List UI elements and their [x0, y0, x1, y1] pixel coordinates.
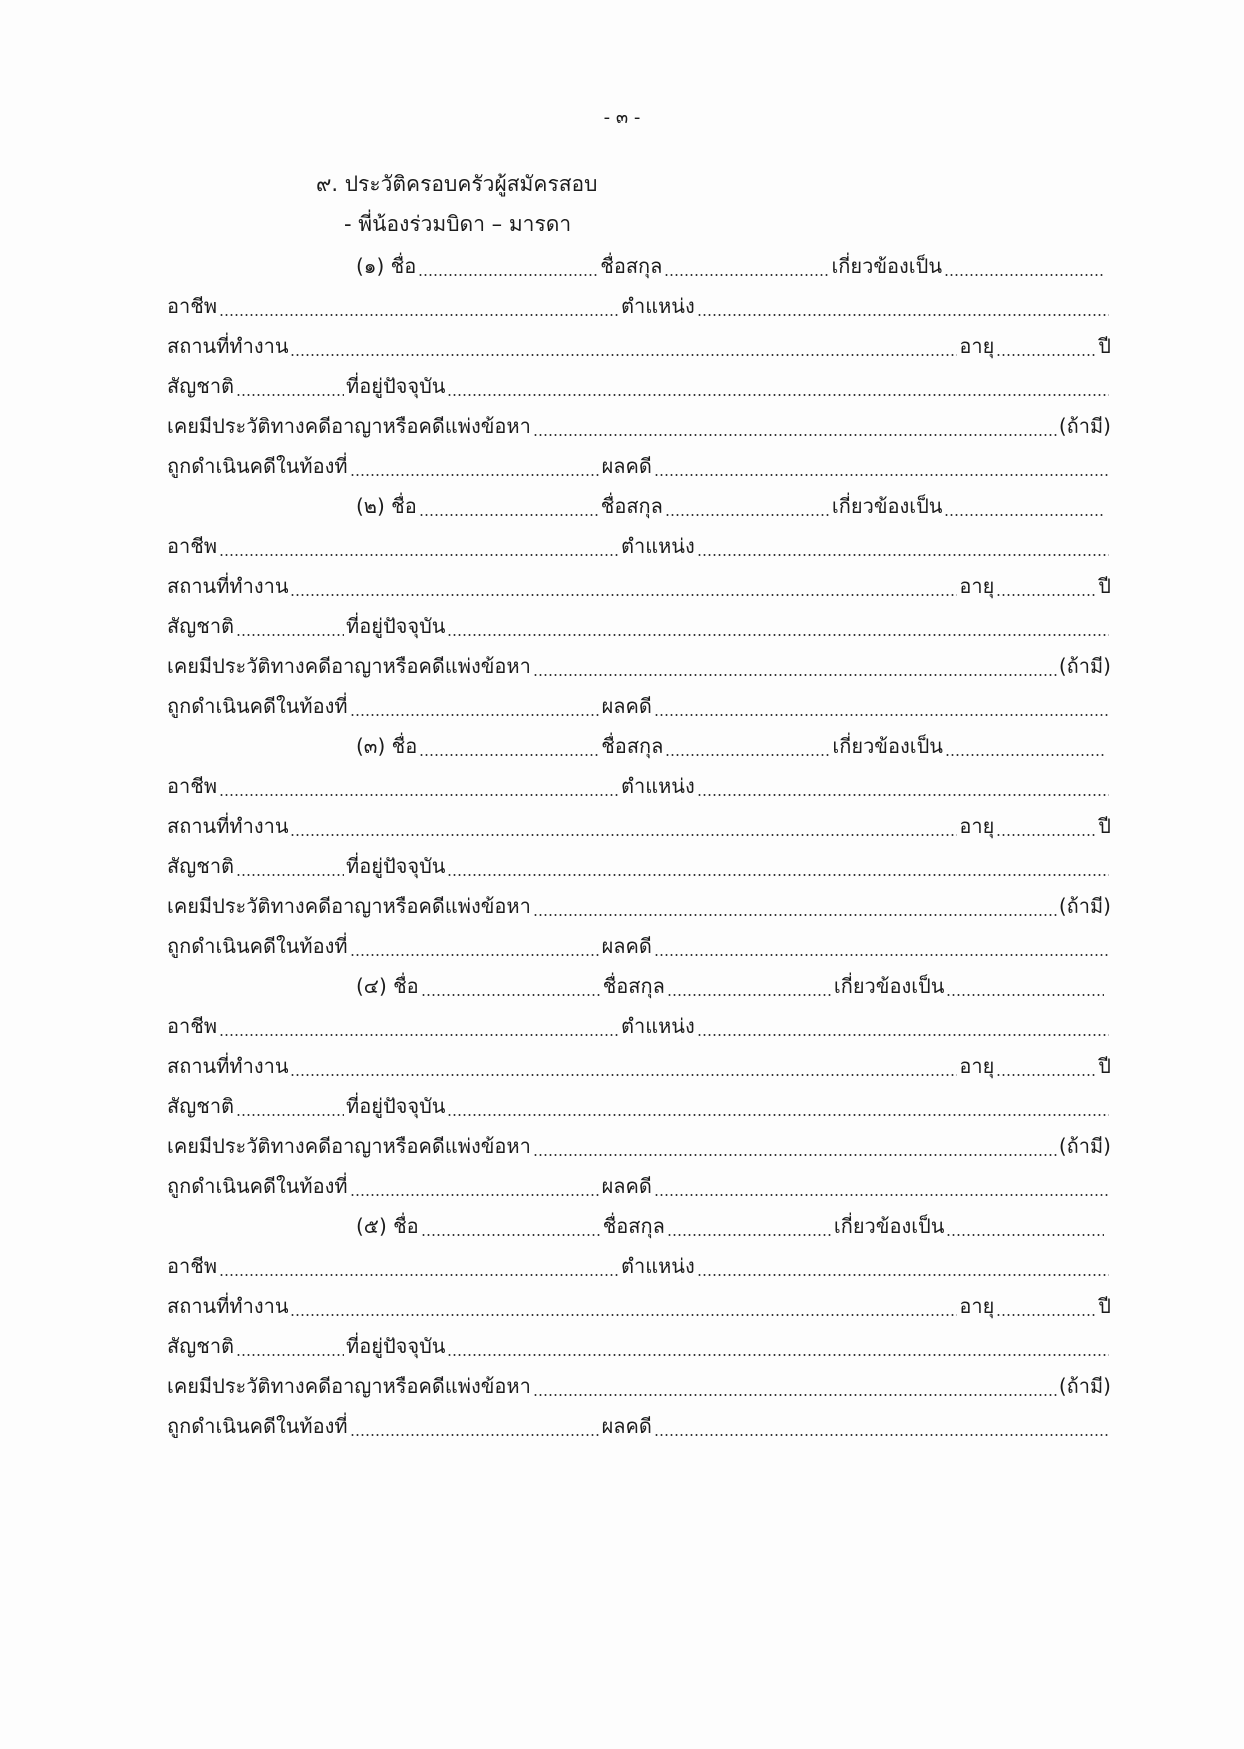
fill-in-blank[interactable] — [944, 513, 1104, 517]
form-line — [167, 570, 1111, 604]
fill-in-blank[interactable] — [944, 273, 1104, 277]
criminal-record-label: เคยมีประวัติทางคดีอาญาหรือคดีแพ่งข้อหา — [167, 1374, 531, 1398]
fill-in-blank[interactable] — [418, 273, 598, 277]
if-any-label: (ถ้ามี) — [1058, 1374, 1111, 1398]
fill-in-blank[interactable] — [236, 633, 344, 637]
if-any-label: (ถ้ามี) — [1058, 894, 1111, 918]
verdict-label: ผลคดี — [601, 1174, 652, 1198]
form-line — [167, 650, 1111, 684]
fill-in-blank[interactable] — [996, 353, 1096, 357]
position-label: ตำแหน่ง — [621, 1254, 695, 1278]
if-any-label: (ถ้ามี) — [1058, 1134, 1111, 1158]
nationality-label: สัญชาติ — [167, 614, 235, 638]
name-label: ชื่อ — [391, 734, 418, 758]
section-subheading: - พี่น้องร่วมบิดา – มารดา — [344, 212, 572, 236]
form-line — [167, 1290, 1111, 1324]
form-line — [167, 930, 1111, 964]
position-label: ตำแหน่ง — [621, 294, 695, 318]
fill-in-blank[interactable] — [350, 473, 600, 477]
fill-in-blank[interactable] — [654, 953, 1109, 957]
fill-in-blank[interactable] — [667, 1233, 832, 1237]
fill-in-blank[interactable] — [350, 953, 600, 957]
form-line — [167, 450, 1111, 484]
fill-in-blank[interactable] — [945, 753, 1104, 757]
fill-in-blank[interactable] — [290, 353, 957, 357]
fill-in-blank[interactable] — [219, 1033, 619, 1037]
criminal-record-label: เคยมีประวัติทางคดีอาญาหรือคดีแพ่งข้อหา — [167, 894, 531, 918]
form-line — [167, 1410, 1111, 1444]
fill-in-blank[interactable] — [654, 473, 1109, 477]
fill-in-blank[interactable] — [447, 633, 1109, 637]
form-line — [356, 970, 1106, 1004]
fill-in-blank[interactable] — [447, 393, 1109, 397]
fill-in-blank[interactable] — [533, 1393, 1057, 1397]
fill-in-blank[interactable] — [290, 833, 957, 837]
year-label: ปี — [1098, 1294, 1111, 1318]
year-label: ปี — [1098, 814, 1111, 838]
fill-in-blank[interactable] — [665, 513, 830, 517]
age-label: อายุ — [959, 1054, 995, 1078]
fill-in-blank[interactable] — [996, 593, 1096, 597]
fill-in-blank[interactable] — [697, 553, 1109, 557]
occupation-label: อาชีพ — [167, 1254, 217, 1278]
form-line — [167, 370, 1111, 404]
fill-in-blank[interactable] — [447, 1113, 1109, 1117]
form-line — [356, 730, 1106, 764]
name-label: ชื่อ — [393, 974, 419, 998]
fill-in-blank[interactable] — [664, 273, 829, 277]
workplace-label: สถานที่ทำงาน — [167, 1294, 289, 1318]
form-line — [167, 330, 1111, 364]
fill-in-blank[interactable] — [350, 1433, 600, 1437]
age-label: อายุ — [959, 574, 995, 598]
form-line — [167, 1250, 1111, 1284]
fill-in-blank[interactable] — [350, 713, 600, 717]
year-label: ปี — [1098, 574, 1111, 598]
fill-in-blank[interactable] — [219, 313, 619, 317]
fill-in-blank[interactable] — [654, 1193, 1109, 1197]
surname-label: ชื่อสกุล — [600, 254, 663, 278]
name-label: ชื่อ — [390, 254, 417, 278]
fill-in-blank[interactable] — [533, 913, 1057, 917]
fill-in-blank[interactable] — [236, 1353, 344, 1357]
fill-in-blank[interactable] — [667, 993, 832, 997]
fill-in-blank[interactable] — [219, 553, 619, 557]
entry-number: (๑) — [356, 254, 385, 278]
fill-in-blank[interactable] — [697, 793, 1109, 797]
relation-label: เกี่ยวข้องเป็น — [833, 1214, 945, 1238]
fill-in-blank[interactable] — [533, 673, 1057, 677]
verdict-label: ผลคดี — [601, 694, 652, 718]
position-label: ตำแหน่ง — [621, 774, 695, 798]
form-line — [167, 890, 1111, 924]
relation-label: เกี่ยวข้องเป็น — [833, 974, 945, 998]
fill-in-blank[interactable] — [697, 313, 1109, 317]
surname-label: ชื่อสกุล — [600, 494, 663, 518]
entry-number: (๒) — [356, 494, 385, 518]
age-label: อายุ — [959, 334, 995, 358]
prosecuted-area-label: ถูกดำเนินคดีในท้องที่ — [167, 454, 348, 478]
fill-in-blank[interactable] — [219, 1273, 619, 1277]
form-line — [167, 610, 1111, 644]
fill-in-blank[interactable] — [290, 593, 957, 597]
fill-in-blank[interactable] — [996, 1313, 1096, 1317]
if-any-label: (ถ้ามี) — [1058, 414, 1111, 438]
if-any-label: (ถ้ามี) — [1058, 654, 1111, 678]
fill-in-blank[interactable] — [419, 753, 599, 757]
address-label: ที่อยู่ปัจจุบัน — [346, 854, 446, 878]
nationality-label: สัญชาติ — [167, 854, 235, 878]
fill-in-blank[interactable] — [697, 1033, 1109, 1037]
fill-in-blank[interactable] — [665, 753, 830, 757]
year-label: ปี — [1098, 334, 1111, 358]
form-line — [167, 810, 1111, 844]
form-line — [356, 1210, 1106, 1244]
fill-in-blank[interactable] — [946, 1233, 1104, 1237]
name-label: ชื่อ — [393, 1214, 419, 1238]
relation-label: เกี่ยวข้องเป็น — [831, 254, 942, 278]
prosecuted-area-label: ถูกดำเนินคดีในท้องที่ — [167, 694, 348, 718]
age-label: อายุ — [959, 1294, 995, 1318]
form-line — [167, 1090, 1111, 1124]
fill-in-blank[interactable] — [419, 513, 599, 517]
section-heading: ๙. ประวัติครอบครัวผู้สมัครสอบ — [316, 172, 598, 196]
entry-number: (๔) — [356, 974, 387, 998]
fill-in-blank[interactable] — [533, 433, 1057, 437]
form-line — [167, 1050, 1111, 1084]
fill-in-blank[interactable] — [697, 1273, 1109, 1277]
fill-in-blank[interactable] — [996, 833, 1096, 837]
year-label: ปี — [1098, 1054, 1111, 1078]
fill-in-blank[interactable] — [290, 1073, 957, 1077]
occupation-label: อาชีพ — [167, 774, 217, 798]
form-line — [167, 1170, 1111, 1204]
address-label: ที่อยู่ปัจจุบัน — [346, 1334, 446, 1358]
relation-label: เกี่ยวข้องเป็น — [832, 734, 943, 758]
form-line — [167, 850, 1111, 884]
age-label: อายุ — [959, 814, 995, 838]
fill-in-blank[interactable] — [236, 393, 344, 397]
prosecuted-area-label: ถูกดำเนินคดีในท้องที่ — [167, 934, 348, 958]
criminal-record-label: เคยมีประวัติทางคดีอาญาหรือคดีแพ่งข้อหา — [167, 654, 531, 678]
form-line — [167, 690, 1111, 724]
fill-in-blank[interactable] — [447, 1353, 1109, 1357]
fill-in-blank[interactable] — [533, 1153, 1057, 1157]
fill-in-blank[interactable] — [290, 1313, 957, 1317]
workplace-label: สถานที่ทำงาน — [167, 1054, 289, 1078]
occupation-label: อาชีพ — [167, 294, 217, 318]
fill-in-blank[interactable] — [654, 713, 1109, 717]
fill-in-blank[interactable] — [421, 993, 601, 997]
nationality-label: สัญชาติ — [167, 374, 235, 398]
entry-number: (๕) — [356, 1214, 387, 1238]
occupation-label: อาชีพ — [167, 1014, 217, 1038]
form-line — [167, 770, 1111, 804]
form-line — [167, 1370, 1111, 1404]
prosecuted-area-label: ถูกดำเนินคดีในท้องที่ — [167, 1174, 348, 1198]
form-line — [167, 1130, 1111, 1164]
verdict-label: ผลคดี — [601, 454, 652, 478]
form-line — [167, 1330, 1111, 1364]
workplace-label: สถานที่ทำงาน — [167, 334, 289, 358]
surname-label: ชื่อสกุล — [601, 734, 664, 758]
form-line — [167, 530, 1111, 564]
address-label: ที่อยู่ปัจจุบัน — [346, 374, 446, 398]
name-label: ชื่อ — [391, 494, 417, 518]
relation-label: เกี่ยวข้องเป็น — [831, 494, 943, 518]
fill-in-blank[interactable] — [421, 1233, 601, 1237]
verdict-label: ผลคดี — [601, 934, 652, 958]
form-line — [167, 1010, 1111, 1044]
form-line — [356, 490, 1106, 524]
occupation-label: อาชีพ — [167, 534, 217, 558]
verdict-label: ผลคดี — [601, 1414, 652, 1438]
page-number: - ๓ - — [603, 107, 641, 128]
surname-label: ชื่อสกุล — [602, 974, 665, 998]
fill-in-blank[interactable] — [996, 1073, 1096, 1077]
form-line — [356, 250, 1106, 284]
fill-in-blank[interactable] — [654, 1433, 1109, 1437]
address-label: ที่อยู่ปัจจุบัน — [346, 614, 446, 638]
fill-in-blank[interactable] — [236, 873, 344, 877]
surname-label: ชื่อสกุล — [602, 1214, 665, 1238]
address-label: ที่อยู่ปัจจุบัน — [346, 1094, 446, 1118]
nationality-label: สัญชาติ — [167, 1334, 235, 1358]
fill-in-blank[interactable] — [946, 993, 1104, 997]
fill-in-blank[interactable] — [447, 873, 1109, 877]
nationality-label: สัญชาติ — [167, 1094, 235, 1118]
entry-number: (๓) — [356, 734, 386, 758]
form-line — [167, 410, 1111, 444]
criminal-record-label: เคยมีประวัติทางคดีอาญาหรือคดีแพ่งข้อหา — [167, 1134, 531, 1158]
prosecuted-area-label: ถูกดำเนินคดีในท้องที่ — [167, 1414, 348, 1438]
fill-in-blank[interactable] — [350, 1193, 600, 1197]
position-label: ตำแหน่ง — [621, 1014, 695, 1038]
criminal-record-label: เคยมีประวัติทางคดีอาญาหรือคดีแพ่งข้อหา — [167, 414, 531, 438]
form-line — [167, 290, 1111, 324]
fill-in-blank[interactable] — [236, 1113, 344, 1117]
workplace-label: สถานที่ทำงาน — [167, 814, 289, 838]
fill-in-blank[interactable] — [219, 793, 619, 797]
workplace-label: สถานที่ทำงาน — [167, 574, 289, 598]
position-label: ตำแหน่ง — [621, 534, 695, 558]
